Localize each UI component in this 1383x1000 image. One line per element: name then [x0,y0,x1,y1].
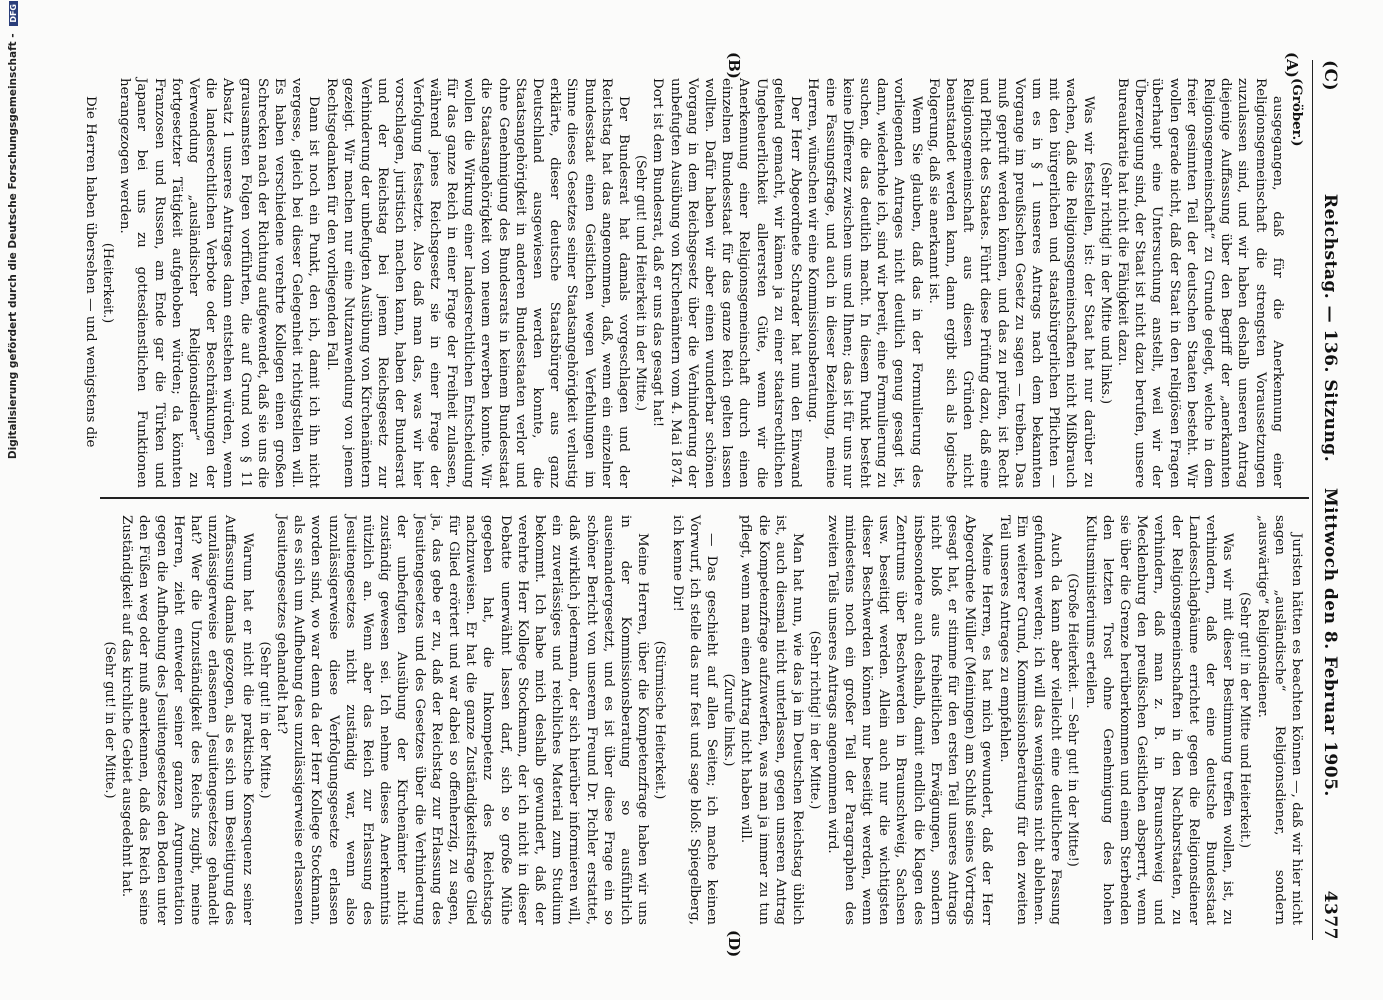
header-title [1320,100,1340,891]
page-header [1315,60,1345,940]
side-note-text: Digitalisierung gefördert durch die Deutsche Forschungsgemeinschaft - [7,33,19,460]
paragraph: Die Herren haben übersehen — und wenigstens die [82,96,98,448]
margin-marker-b: (B) [725,52,743,79]
paragraph: Warum hat er nicht die praktische Konsequenz seiner Auffassung damals gezogen, als es sich um Beseitigung des unzulässigerweise erlassenen Jesuitengesetzes gehandelt hat? Wer die Unzuständigkeit des Reichs zugibt, meine Herren, zieht entweder seiner ganzen Argumentation gegen die Aufhebung des Jesuitengesetzes den Boden unter den Füßen weg oder muß anerkennen, daß das Reich seine Zuständigkeit auf das kirchliche Gebiet ausgedehnt hat. [119,515,255,925]
right-column [101,515,1305,925]
paragraph: (Sehr gut! in der Mitte und Heiterkeit.) [1237,591,1253,849]
paragraph: (Große Heiterkeit. — Sehr gut! in der Mitte!) [1065,573,1081,867]
header-marker-c: (C) [1320,60,1340,92]
header-rule [1312,60,1313,940]
left-column [82,78,1305,488]
paragraph: (Sehr gut! und Heiterkeit in der Mitte.) [633,154,649,412]
header-date: Mittwoch den 8. Februar 1905. [1320,487,1340,797]
paragraph: (Sehr gut! in der Mitte.) [101,641,117,799]
paragraph: (Stürmische Heiterkeit.) [652,640,668,800]
paragraph: Meine Herren, über die Kompetenzfrage haben wir uns in der Kommissionsberatung so ausführlich auseinandergesetzt, und es ist über diese Frage ein so schöner Bericht von unserem Freund Dr. Pichler erstattet, daß wirklich jedermann, der sich hierüber informieren will, ein zuverlässiges und reichliches Material zum Studium bekommt. Ich habe mich deshalb gewundert, daß der verehrte Herr Kollege Stockmann, der ich nicht in dieser Debatte unerwähnt lassen darf, sich so große Mühe gegeben hat, die Inkompetenz des Reichstags nachzuweisen. Er hat die ganze Zuständigkeitsfrage Glied für Glied erörtert und war dabei so offenherzig, zu sagen, ja, das gebe er zu, daß der Reichstag zur Erlassung des Jesuitengesetzes und des Gesetzes über die Verhinderung der unbefugten Ausübung der Kirchenämter nicht zuständig gewesen sei. Ich nehme dieses Anerkenntnis nützlich an. Wenn aber das Reich zur Erlassung des Jesuitengesetzes nicht zuständig war, wenn also unzulässigerweise diese Verfolgungsgesetze erlassen worden sind, wo war denn da der Herr Kollege Stockmann, als es sich um Aufhebung des unzulässigerweise erlassenen Jesuitengesetzes gehandelt hat? [274,515,651,925]
paragraph: ausgegangen, daß für die Anerkennung einer Religionsgemeinschaft die strengsten Voraussetzungen zuzulassen sind, und wir haben deshalb unseren Antrag diejenige Auffassung über den Begriff der „anerkannten Religionsgemeinschaft“ zu Grunde gelegt, welche in dem freier gesinnten Teil der deutschen Staaten besteht. Wir wollen gerade nicht, daß der Staat in den religiösen Fragen überhaupt eine Untersuchung anstellt, weil wir der Überzeugung sind, der Staat ist nicht dazu berufen, unsere Bureaukratie hat nicht die Fähigkeit dazu. [1114,78,1285,488]
margin-marker-a: (A) [1283,52,1301,78]
paragraph: Auch da kann aber vielleicht eine deutlichere Fassung gefunden werden; ich will das wenigstens nicht ablehnen. Ein weiterer Grund, Kommissionsberatung für den zweiten Teil unseres Antrages zu empfehlen. [996,515,1064,925]
column-divider [100,497,1309,499]
dfg-logo: DFG [9,1,18,26]
paragraph: Der Bundesrat hat damals vorgeschlagen und der Reichstag hat das angenommen, daß, wenn ein einzelner Bundesstaat einen Geistlichen wegen Verfehlungen im Sinne dieses Gesetzes seiner Staatsangehörigkeit verlustig erklärte, dieser deutsche Staatsbürger aus ganz Deutschland ausgewiesen werden konnte, die Staatsangehörigkeit in anderen Bundesstaaten verlor und ohne Genehmigung des Bundesrats in keinem Bundesstaat die Staatsangehörigkeit von neuem erwerben konnte. Wir wollen die Wirkung einer landesrechtlichen Entscheidung für das ganze Reich in einer Frage der Freiheit zulassen, während jenes Reichsgesetz sie in einer Frage der Verfolgung festsetzte. Also daß man das, was wir hier vorschlagen, juristisch machen kann, haben der Bundesrat und der Reichstag bei jenem Reichsgesetz zur Verhinderung der unbefugten Ausübung von Kirchenämtern gezeigt. Wir machen nur eine Nutzanwendung von jenem Rechtsgedanken für den vorliegenden Fall. [323,78,632,488]
paragraph: Man hat nun, wie das ja im Deutschen Reichstag üblich ist, auch diesmal nicht unterlassen, gegen unseren Antrag die Kompetenzfrage aufzuwerfen, was man ja immer zu tun pflegt, wenn man einen Antrag nicht haben will. [738,515,806,925]
side-note [6,0,20,996]
page-number: 4377 [1320,890,1340,940]
paragraph: Wenn Sie glauben, daß das in der Formulierung des vorliegenden Antrages nicht deutlich genug gesagt ist, dann, wiederhole ich, sind wir bereit, eine Formulierung zu suchen, die das deutlich macht. In diesem Punkt besteht keine Differenz zwischen uns und Ihnen; das ist für uns nur eine Fassungsfrage, und auch in dieser Beziehung, meine Herren, wünschen wir eine Kommissionsberatung. [805,78,924,488]
paragraph: (Sehr gut! in der Mitte.) [256,641,272,799]
paragraph: (Zurufe links.) [721,673,737,767]
paragraph: Juristen hätten es beachten können —, daß wir hier nicht sagen „ausländische“ Religionsdiener, sondern „auswärtige“ Religionsdiener. [1254,515,1304,925]
paragraph: Was wir mit dieser Bestimmung treffen wollen, ist, zu verhindern, daß der eine deutsche Bundesstaat Landesschlagbäume errichtet gegen die Religionsdiener der Religionsgemeinschaften in den Nachbarstaaten, zu verhindern, daß man z. B. in Braunschweig und Mecklenburg den preußischen Geistlichen absperrt, wenn sie über die Grenze herüberkommen und einem Sterbenden den letzten Trost ohne Genehmigung des hohen Kultusministeriums erteilen. [1082,515,1236,925]
paragraph: (Sehr richtig! in der Mitte und links.) [1097,161,1113,405]
header-session: Reichstag. — 136. Sitzung. [1320,193,1340,463]
margin-marker-d: (D) [725,930,743,958]
paragraph: Was wir feststellen, ist: der Staat hat nur darüber zu wachen, daß die Religionsgemeinschaften nicht Mißbrauch mit den bürgerlichen und staatsbürgerlichen Pflichten — um es in § 1 unseres Antrags nach dem bekannten Vorgange im preußischen Gesetz zu sagen — treiben. Das muß geprüft werden können, und das zu prüfen, ist Recht und Pflicht des Staates. Führt diese Prüfung dazu, daß eine Religionsgemeinschaft aus diesen Gründen nicht beanstandet werden kann, dann ergibt sich als logische Folgerung, daß sie anerkannt ist. [925,78,1096,488]
speaker-label: (Gröber.) [1289,78,1305,147]
paragraph: — Das geschieht auf allen Seiten; ich mache keinen Vorwurf, ich stelle das nur fest und sage bloß: Spiegelberg, ich kenne Dir! [669,515,720,925]
paragraph: (Sehr richtig! in der Mitte.) [807,630,823,810]
paragraph: Der Herr Abgeordnete Schrader hat nun den Einwand geltend gemacht, wir kämen ja zu einer staatsrechtlichen Ungeheuerlichkeit allerersten Güte, wenn wir die Anerkennung einer Religionsgemeinschaft durch einen einzelnen Bundesstaat für das ganze Reich gelten lassen wollten. Dafür haben wir aber einen wunderbar schönen Vorgang in dem Reichsgesetz über die Verhinderung der unbefugten Ausübung von Kirchenämtern vom 4. Mai 1874. Dort ist dem Bundesrat, daß er uns das gesagt hat! [650,78,804,488]
paragraph: Dann ist noch ein Punkt, den ich, damit ich ihn nicht vergesse, gleich bei dieser Gelegenheit richtigstellen will. Es haben verschiedene verehrte Kollegen einen großen Schrecken nach der Richtung aufgewendet, daß sie uns die grausamsten Folgen vorführten, die auf Grund von § 11 Absatz 1 unseres Antrages dann entstehen würden, wenn die landesrechtlichen Verbote oder Beschränkungen der Verwendung „ausländischer Religionsdiener“ zu fortgesetzter Tätigkeit aufgehoben würden; da könnten Franzosen und Russen, am Ende gar die Türken und Japaner bei uns zu gottesdienstlichen Funktionen herangezogen werden. [117,78,322,488]
paragraph: Meine Herren, es hat mich gewundert, daß der Herr Abgeordnete Müller (Meiningen) am Schluß seines Vortrags gesagt hat, er stimme für den ersten Teil unseres Antrags nicht bloß aus freiheitlichen Erwägungen, sondern insbesondere auch deshalb, damit endlich die Klagen des Zentrums über Beschwerden in Braunschweig, Sachsen usw. beseitigt werden. Allein auch nur die wichtigsten dieser Beschwerden können nur beseitigt werden, wenn mindestens noch ein großer Teil der Paragraphen des zweiten Teils unseres Antrags angenommen wird. [824,515,995,925]
paragraph: (Heiterkeit.) [99,242,115,324]
